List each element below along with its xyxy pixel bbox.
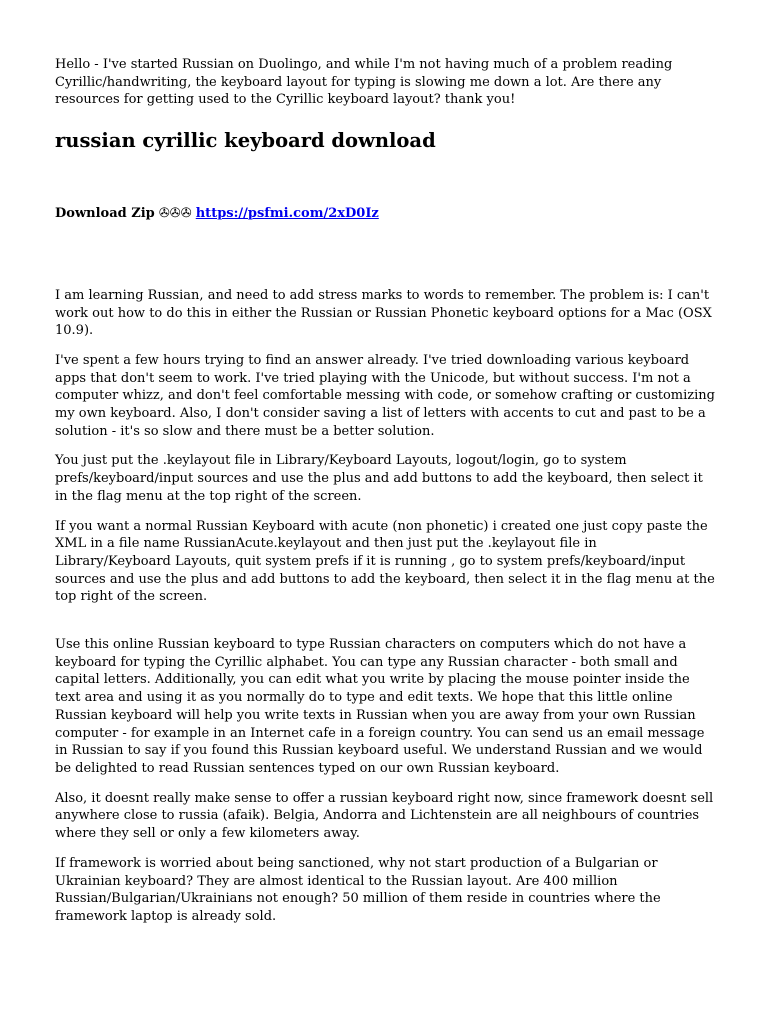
document-page — [55, 56, 715, 926]
download-arrows-icon: ✇✇✇ — [158, 206, 192, 222]
page-title: russian cyrillic keyboard download — [55, 129, 436, 153]
body-paragraph-5: Use this online Russian keyboard to type Russian characters on computers which do not have a keyboard for typing the Cyrillic alphabet. You can type any Russian character - both small and capital letters. Additionally, you can edit what you write by placing the mouse pointer inside the text area and using it as you normally do to type and edit texts. We hope that this little online Russian keyboard will help you write texts in Russian when you are away from your own Russian computer - for example in an Internet cafe in a foreign country. You can send us an email message in Russian to say if you found this Russian keyboard useful. We understand Russian and we would be delighted to read Russian sentences typed on our own Russian keyboard. — [55, 637, 705, 776]
body-paragraph-6: Also, it doesnt really make sense to offer a russian keyboard right now, since framework doesnt sell anywhere close to russia (afaik). Belgia, Andorra and Lichtenstein are all neighbours of countries where they sell or only a few kilometers away. — [55, 790, 714, 842]
body-paragraph-2: I've spent a few hours trying to find an answer already. I've tried downloading various keyboard apps that don't seem to work. I've tried playing with the Unicode, but without success. I'm not a computer whizz, and don't feel comfortable messing with code, or somehow crafting or customizing my own keyboard. Also, I don't consider saving a list of letters with accents to cut and past to be a solution - it's so slow and there must be a better solution. — [55, 352, 715, 439]
body-paragraph-3: You just put the .keylayout file in Library/Keyboard Layouts, logout/login, go to system prefs/keyboard/input sources and use the plus and add buttons to add the keyboard, then select it in the flag menu at the top right of the screen. — [55, 453, 703, 504]
body-paragraph-4: If you want a normal Russian Keyboard with acute (non phonetic) i created one just copy paste the XML in a file name RussianAcute.keylayout and then just put the .keylayout file in Library/Keyboard Layouts, quit system prefs if it is running , go to system prefs/keyboard/input sources and use the plus and add buttons to add the keyboard, then select it in the flag menu at the top right of the screen. — [55, 518, 715, 605]
intro-paragraph: Hello - I've started Russian on Duolingo, and while I'm not having much of a problem reading Cyrillic/handwriting, the keyboard layout for typing is slowing me down a lot. Are there any resources for getting used to the Cyrillic keyboard layout? thank you! — [55, 57, 673, 108]
download-line — [55, 205, 715, 223]
download-label: Download Zip — [55, 206, 155, 222]
download-link[interactable]: https://psfmi.com/2xD0Iz — [195, 206, 379, 222]
body-paragraph-7: If framework is worried about being sanctioned, why not start production of a Bulgarian or Ukrainian keyboard? They are almost identical to the Russian layout. Are 400 million Russian/Bulgarian/Ukrainians not enough? 50 million of them reside in countries where the framework laptop is already sold. — [55, 855, 661, 924]
body-paragraph-1: I am learning Russian, and need to add stress marks to words to remember. The problem is: I can't work out how to do this in either the Russian or Russian Phonetic keyboard options for a Mac (OSX 10.9). — [55, 287, 712, 339]
